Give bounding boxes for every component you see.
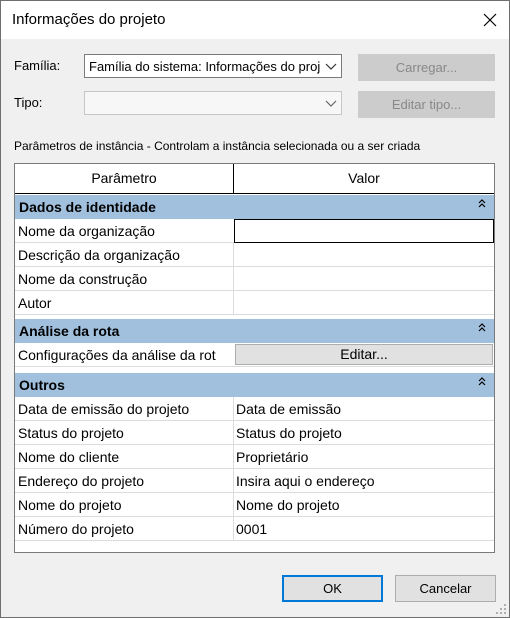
ok-button[interactable]: OK <box>282 575 383 602</box>
param-name: Autor <box>18 295 52 311</box>
family-select[interactable] <box>84 54 342 78</box>
param-name: Descrição da organização <box>18 247 180 263</box>
close-icon <box>477 7 503 33</box>
param-value[interactable]: Data de emissão <box>236 401 342 417</box>
table-row[interactable] <box>15 397 494 421</box>
cell-separator <box>233 421 234 445</box>
section-route-analysis[interactable] <box>15 319 494 343</box>
param-name: Configurações da análise da rot <box>18 347 216 363</box>
table-row[interactable] <box>15 493 494 517</box>
load-button[interactable]: Carregar... <box>358 54 495 81</box>
param-value[interactable]: Proprietário <box>236 449 309 465</box>
section-title: Outros <box>19 377 65 393</box>
chevron-down-icon <box>325 96 337 110</box>
table-row[interactable] <box>15 517 494 541</box>
collapse-icon[interactable] <box>478 377 486 387</box>
edit-type-button[interactable]: Editar tipo... <box>358 91 495 118</box>
section-title: Dados de identidade <box>19 199 156 215</box>
cancel-button[interactable]: Cancelar <box>395 575 496 602</box>
type-label: Tipo: <box>14 95 43 110</box>
cell-separator <box>233 517 234 541</box>
collapse-icon[interactable] <box>478 199 486 209</box>
cell-separator <box>233 243 234 267</box>
param-value[interactable]: Status do projeto <box>236 425 342 441</box>
properties-grid <box>14 163 495 553</box>
table-row[interactable] <box>15 421 494 445</box>
param-name: Nome da construção <box>18 271 148 287</box>
table-row[interactable] <box>15 267 494 291</box>
table-row[interactable] <box>15 219 494 243</box>
resize-grip-icon[interactable] <box>495 603 507 615</box>
param-name: Número do projeto <box>18 521 134 537</box>
section-title: Análise da rota <box>19 323 120 339</box>
column-header-value[interactable]: Valor <box>348 170 380 186</box>
grid-header <box>15 164 494 194</box>
table-row[interactable] <box>15 445 494 469</box>
route-analysis-edit-button[interactable]: Editar... <box>235 344 493 365</box>
cell-separator <box>233 493 234 517</box>
table-row[interactable] <box>15 343 494 367</box>
table-row[interactable] <box>15 243 494 267</box>
param-value[interactable]: Nome do projeto <box>236 497 340 513</box>
param-name: Nome do projeto <box>18 497 122 513</box>
param-name: Endereço do projeto <box>18 473 145 489</box>
cell-separator <box>233 267 234 291</box>
cell-separator <box>233 445 234 469</box>
close-button[interactable] <box>477 7 503 33</box>
param-name: Data de emissão do projeto <box>18 401 190 417</box>
organization-name-input[interactable] <box>234 219 494 243</box>
title-bar <box>1 1 509 39</box>
table-row[interactable] <box>15 469 494 493</box>
table-row[interactable] <box>15 291 494 315</box>
section-identity-data[interactable] <box>15 195 494 219</box>
param-name: Status do projeto <box>18 425 124 441</box>
param-name: Nome da organização <box>18 223 155 239</box>
cell-separator <box>233 397 234 421</box>
type-select[interactable] <box>84 91 342 115</box>
instance-parameters-label: Parâmetros de instância - Controlam a instância selecionada ou a ser criada <box>14 139 421 153</box>
chevron-down-icon <box>325 59 337 73</box>
window-title: Informações do projeto <box>12 11 166 28</box>
param-value[interactable]: Insira aqui o endereço <box>236 473 375 489</box>
param-name: Nome do cliente <box>18 449 120 465</box>
family-select-value: Família do sistema: Informações do proj <box>89 59 321 74</box>
family-label: Família: <box>14 58 61 73</box>
cell-separator <box>233 469 234 493</box>
column-header-parameter[interactable]: Parâmetro <box>91 170 157 186</box>
cell-separator <box>233 291 234 315</box>
param-value[interactable]: 0001 <box>236 521 268 537</box>
section-others[interactable] <box>15 373 494 397</box>
collapse-icon[interactable] <box>478 323 486 333</box>
